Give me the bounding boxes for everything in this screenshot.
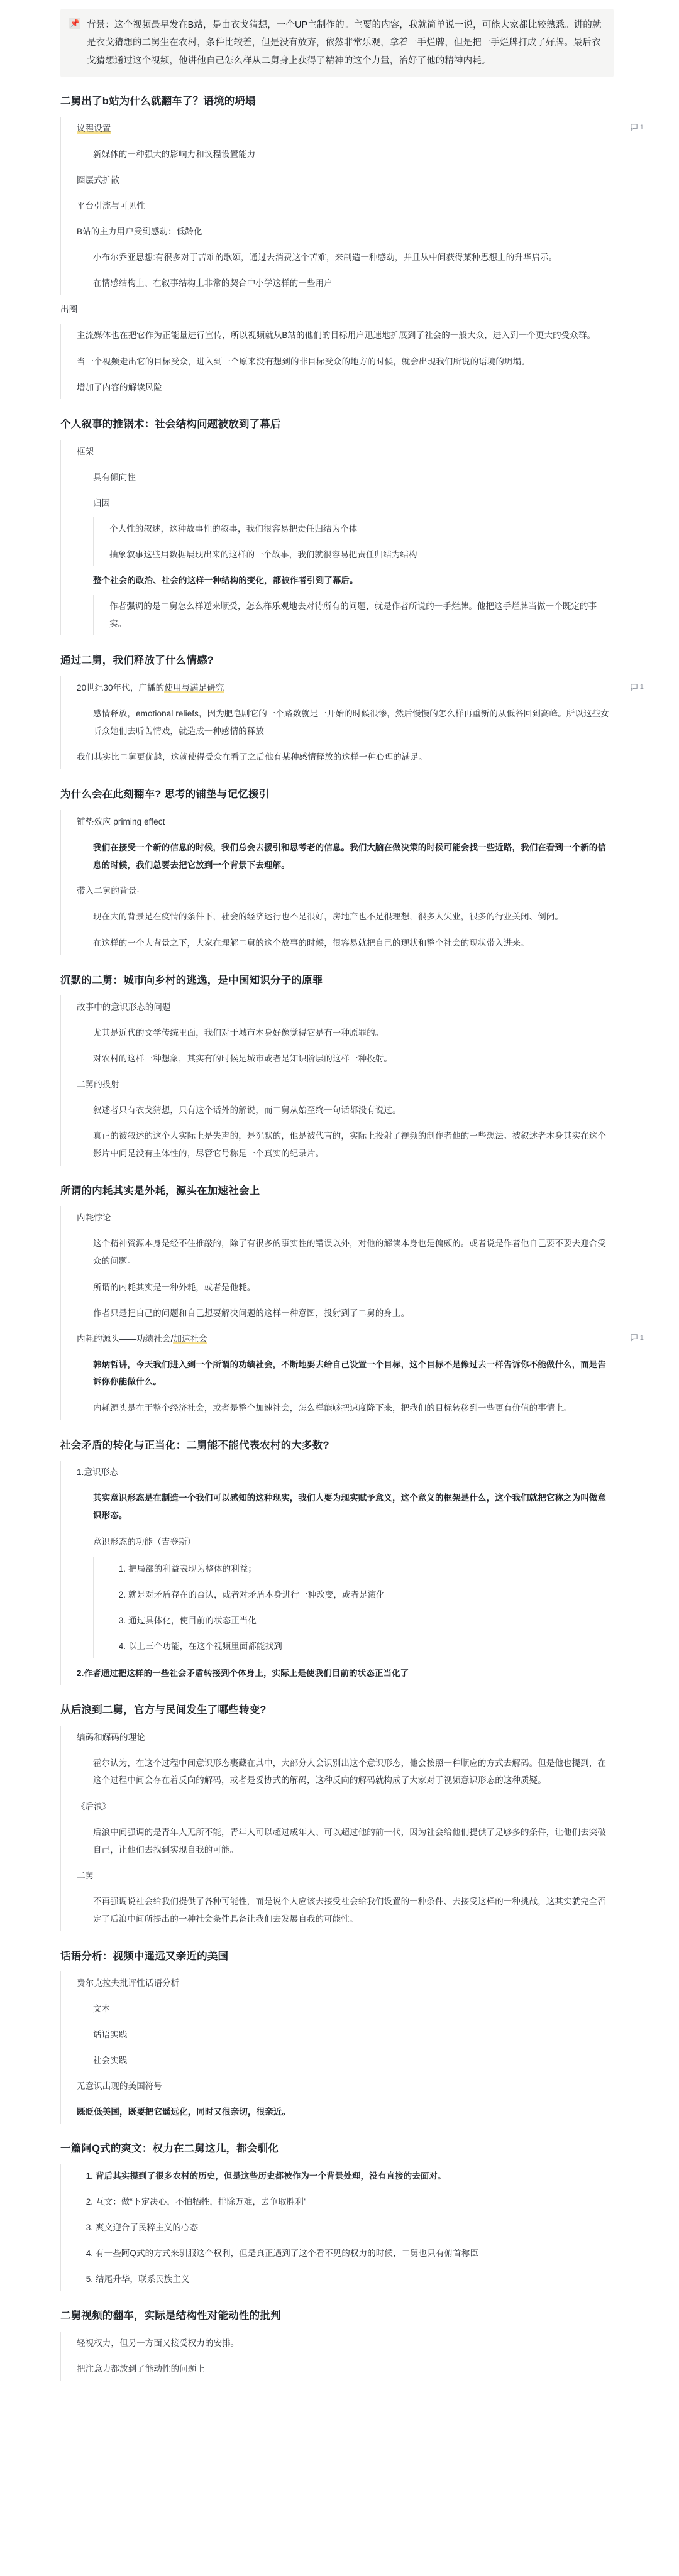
outline-node: 内耗源头是在于整个经济社会，或者是整个加速社会，怎么样能够把速度降下来，把我们的目标转移到一些更有价值的事情上。	[93, 1403, 572, 1413]
outline-node: 二舅的投射	[77, 1080, 119, 1090]
outline-node: 抽象叙事这些用数据展现出来的这样的一个故事，我们就很容易把责任归结为结构	[109, 549, 417, 559]
outline-node: 二舅	[77, 1871, 94, 1881]
outline-node: 作者只是把自己的问题和自己想要解决问题的这样一种意图，投射到了二舅的身上。	[93, 1308, 410, 1318]
outline-node: 1.意识形态	[77, 1467, 118, 1477]
outline-node: 整个社会的政治、社会的这样一种结构的变化，都被作者引到了幕后。	[93, 575, 358, 585]
ah-q-list	[77, 2163, 614, 2292]
comment-marker[interactable]	[630, 1331, 644, 1345]
list-item: 2. 互文：做“下定决心，不怕牺牲，排除万难，去争取胜利”	[96, 2189, 614, 2215]
outline-level-2	[77, 904, 614, 956]
outline-level-2	[77, 701, 614, 744]
outline-node	[77, 1326, 644, 1352]
outline-node: 霍尔认为，在这个过程中间意识形态裹藏在其中，大部分人会识别出这个意识形态，他会按照一种顺应的方式去解码。但是他也提到，在这个过程中间会存在着反向的解码，或者是妥协式的解码，这种反向的解码就构成了大家对于视频意识形态的这种质疑。	[93, 1758, 606, 1785]
section-heading: 二舅视频的翻车，实际是结构性对能动性的批判	[60, 2310, 281, 2322]
outline-node: 新媒体的一种强大的影响力和议程设置能力	[93, 149, 256, 159]
outline-node: 韩炳哲讲，今天我们进入到一个所谓的功绩社会，不断地要去给自己设置一个目标，这个目标不是像过去一样告诉你不能做什么，而是告诉你你能做什么。	[93, 1359, 606, 1387]
outline-node: 轻视权力，但另一方面又接受权力的安排。	[77, 2338, 240, 2348]
outline-node: 主流媒体也在把它作为正能量进行宣传，所以视频就从B站的他们的目标用户迅速地扩展到了社会的一般大众，进入到一个更大的受众群。	[77, 330, 596, 340]
section-heading: 从后浪到二舅，官方与民间发生了哪些转变?	[60, 1704, 267, 1716]
outline-node: 《后浪》	[77, 1801, 111, 1811]
section-heading: 一篇阿Q式的爽文：权力在二舅这儿，都会驯化	[60, 2143, 279, 2155]
outline-node-text-plain: 内耗的源头——功绩社会/	[77, 1334, 174, 1344]
outline-node: 不再强调说社会给我们提供了各种可能性，而是说个人应该去接受社会给我们设置的一种条件、去接受这样的一种挑战，这其实就完全否定了后浪中间所提出的一种社会条件具备让我们去发展自我的可能性。	[93, 1897, 606, 1924]
section-heading: 通过二舅，我们释放了什么情感?	[60, 655, 214, 667]
document-content	[60, 9, 651, 2401]
outline-level-2	[77, 1819, 614, 1863]
outline-node: 这个精神资源本身是经不住推敲的，除了有很多的事实性的错误以外，对他的解读本身也是偏颇的。或者说是作者他自己要不要去迎合受众的问题。	[93, 1239, 606, 1266]
outline-node: 既贬低美国，既要把它遥远化，同时又很亲切，很亲近。	[77, 2107, 290, 2117]
list-item: 1. 背后其实提到了很多农村的历史，但是这些历史都被作为一个背景处理，没有直接的去面对。	[96, 2163, 614, 2189]
background-callout-text: 背景：这个视频最早发在B站，是由衣戈猜想，一个UP主制作的。主要的内容，我就简单说一说，可能大家都比较熟悉。讲的就是衣戈猜想的二舅生在农村，条件比较差，但是没有放弃，依然非常乐观，拿着一手烂牌，但是把一手烂牌打成了好牌。最后衣戈猜想通过这个视频，他讲他自己怎么样从二舅身上获得了精神的这个力量，治好了他的精神内耗。	[87, 20, 602, 66]
outline-node: 话语实践	[93, 2030, 128, 2040]
outline-node: 框架	[77, 446, 94, 456]
outline-level-2	[77, 835, 614, 878]
highlighted-term[interactable]: 使用与满足研究	[164, 683, 224, 693]
outline-node: 个人性的叙述，这种故事性的叙事，我们很容易把责任归结为个体	[109, 523, 358, 534]
outline-node: 后浪中间强调的是青年人无所不能，青年人可以超过成年人、可以超过他的前一代，因为社会给他们提供了足够多的条件，让他们去突破自己，让他们去找到实现自我的可能。	[93, 1827, 606, 1855]
outline-node: 2.作者通过把这样的一些社会矛盾转接到个体身上，实际上是使我们目前的状态正当化了	[77, 1668, 409, 1678]
outline-node: 无意识出现的美国符号	[77, 2081, 162, 2091]
outline-node: 文本	[93, 2004, 111, 2014]
outline-node: 出圈	[60, 304, 78, 314]
outline-node: 感情释放，emotional reliefs，因为肥皂剧它的一个路数就是一开始的时候很惨，然后慢慢的怎么样再重新的从低谷回到高峰。所以这些女听众她们去听苦情戏，就造成一种感情的释放	[93, 709, 609, 736]
outline-node	[77, 675, 644, 701]
list-item: 2. 就是对矛盾存在的否认，或者对矛盾本身进行一种改变，或者是演化	[128, 1582, 614, 1608]
section-heading: 二舅出了b站为什么就翻车了？语境的坍塌	[60, 95, 256, 107]
outline-node-text-plain: 20世纪30年代，广播的	[77, 683, 165, 693]
outline-node: 叙述者只有衣戈猜想，只有这个话外的解说，而二舅从始至终一句话都没有说过。	[93, 1105, 401, 1115]
list-item: 5. 结尾升华，联系民族主义	[96, 2266, 614, 2292]
outline-node: 当一个视频走出它的目标受众，进入到一个原来没有想到的非目标受众的地方的时候，就会出现我们所说的语境的坍塌。	[77, 356, 530, 366]
outline-node: 内耗悖论	[77, 1213, 111, 1223]
outline-node: 作者强调的是二舅怎么样逆来顺受，怎么样乐观地去对待所有的问题，就是作者所说的一手烂牌。他把这手烂牌当做一个既定的事实。	[109, 601, 597, 628]
outline-level-1	[60, 675, 644, 770]
comment-count: 1	[639, 123, 644, 131]
outline-level-2	[77, 1750, 614, 1794]
outline-node: 带入二舅的背景·	[77, 886, 140, 896]
outline-node: 故事中的意识形态的问题	[77, 1002, 171, 1012]
outline-level-1	[60, 2163, 614, 2292]
bottom-spacer	[60, 2382, 614, 2401]
outline-node: 铺垫效应 priming effect	[77, 816, 165, 826]
outline-node: 其实意识形态是在制造一个我们可以感知的这种现实，我们人要为现实赋予意义，这个意义的框架是什么，这个我们就把它称之为叫做意识形态。	[93, 1493, 606, 1521]
outline-level-1	[60, 116, 644, 297]
outline-node: 现在大的背景是在疫情的条件下，社会的经济运行也不是很好，房地产也不是很理想，很多人失业，很多的行业关闭、倒闭。	[93, 912, 563, 922]
highlighted-term[interactable]: 议程设置	[77, 123, 111, 133]
comment-marker[interactable]	[630, 121, 644, 134]
outline-node: 意识形态的功能（吉登斯）	[93, 1537, 196, 1547]
highlighted-term[interactable]: 加速社会	[173, 1334, 207, 1344]
outline-level-2	[77, 1020, 614, 1072]
comment-marker[interactable]	[630, 680, 644, 694]
outline-level-2	[77, 1230, 614, 1325]
outline-node: 平台引流与可见性	[77, 200, 145, 211]
outline-node: 小布尔乔亚思想:有很多对于苦难的歌颂，通过去消费这个苦难，来制造一种感动，并且从中间获得某种思想上的升华启示。	[93, 252, 558, 262]
outline-level-3	[93, 516, 614, 567]
outline-node: B站的主力用户受到感动：低龄化	[77, 226, 202, 236]
outline-level-1	[60, 1724, 614, 1932]
outline-level-2	[77, 1097, 614, 1166]
section-heading: 话语分析：视频中遥远又亲近的美国	[60, 1950, 229, 1962]
outline-node: 具有倾向性	[93, 472, 136, 482]
section-heading: 沉默的二舅：城市向乡村的逃逸，是中国知识分子的原罪	[60, 974, 323, 986]
outline-level-1	[60, 1205, 644, 1421]
outline-level-2	[77, 1996, 614, 2073]
outline-level-2	[77, 1888, 614, 1932]
outline-node	[77, 116, 644, 141]
outline-node: 对农村的这样一种想象，其实有的时候是城市或者是知识阶层的这样一种投射。	[93, 1054, 392, 1064]
outline-node: 费尔克拉夫批评性话语分析	[77, 1978, 180, 1988]
outline-node: 圈层式扩散	[77, 175, 119, 185]
comment-count: 1	[639, 683, 644, 691]
section-heading: 社会矛盾的转化与正当化：二舅能不能代表农村的大多数?	[60, 1439, 329, 1451]
outline-node: 归因	[93, 498, 111, 508]
outline-level-1	[60, 1970, 614, 2125]
outline-node: 社会实践	[93, 2056, 128, 2066]
list-item: 4. 以上三个功能，在这个视频里面都能找到	[128, 1633, 614, 1659]
outline-level-1	[60, 2330, 614, 2382]
section-heading: 个人叙事的推锅术：社会结构问题被放到了幕后	[60, 419, 281, 430]
outline-level-1	[60, 1459, 614, 1685]
outline-node: 在这样的一个大背景之下，大家在理解二舅的这个故事的时候，很容易就把自己的现状和整个社会的现状带入进来。	[93, 938, 529, 948]
outline-level-3	[93, 593, 614, 637]
outline-level-2	[77, 141, 614, 167]
outline-level-2	[77, 244, 614, 297]
outline-level-2	[77, 1352, 614, 1422]
pushpin-icon: 📌	[70, 19, 80, 28]
outline-node: 尤其是近代的文学传统里面，我们对于城市本身好像觉得它是有一种原罪的。	[93, 1028, 384, 1038]
ideology-function-list	[109, 1556, 614, 1659]
outline-level-1	[60, 322, 614, 400]
outline-level-1	[60, 439, 614, 637]
outline-level-1	[60, 994, 614, 1166]
outline-node: 真正的被叙述的这个人实际上是失声的，是沉默的，他是被代言的，实际上投射了视频的制作者他的一些想法。被叙述者本身其实在这个影片中间是没有主体性的，尽管它号称是一个真实的纪录片。	[93, 1131, 606, 1158]
outline-node: 所谓的内耗其实是一种外耗，或者是他耗。	[93, 1282, 256, 1292]
list-item: 1. 把局部的利益表现为整体的利益；	[128, 1556, 614, 1582]
outline-level-1	[60, 809, 614, 956]
list-item: 3. 通过具体化，使目前的状态正当化	[128, 1608, 614, 1633]
outline-level-3	[93, 1556, 614, 1659]
outline-node: 编码和解码的理论	[77, 1732, 145, 1742]
outline-node: 我们其实比二舅更优越，这就使得受众在看了之后他有某种感情释放的这样一种心理的满足。	[77, 752, 428, 762]
outline-level-2	[77, 1485, 614, 1658]
comment-count: 1	[639, 1334, 644, 1342]
outline-node: 我们在接受一个新的信息的时候，我们总会去援引和思考老的信息。我们大脑在做决策的时候可能会找一些近路，我们在看到一个新的信息的时候，我们总要去把它放到一个背景下去理解。	[93, 842, 606, 870]
section-heading: 为什么会在此刻翻车? 思考的铺垫与记忆援引	[60, 789, 270, 801]
outline-level-2	[77, 464, 614, 637]
outline-node: 增加了内容的解读风险	[77, 383, 162, 393]
section-heading: 所谓的内耗其实是外耗，源头在加速社会上	[60, 1185, 260, 1197]
background-callout	[60, 9, 614, 77]
list-item: 3. 爽文迎合了民粹主义的心态	[96, 2215, 614, 2240]
list-item: 4. 有一些阿Q式的方式来驯服这个权利，但是真正遇到了这个看不见的权力的时候，二舅也只有俯首称臣	[96, 2240, 614, 2266]
outline-node: 在情感结构上、在叙事结构上非常的契合中小学这样的一些用户	[93, 278, 333, 288]
outline-node: 把注意力都放到了能动性的问题上	[77, 2364, 205, 2374]
